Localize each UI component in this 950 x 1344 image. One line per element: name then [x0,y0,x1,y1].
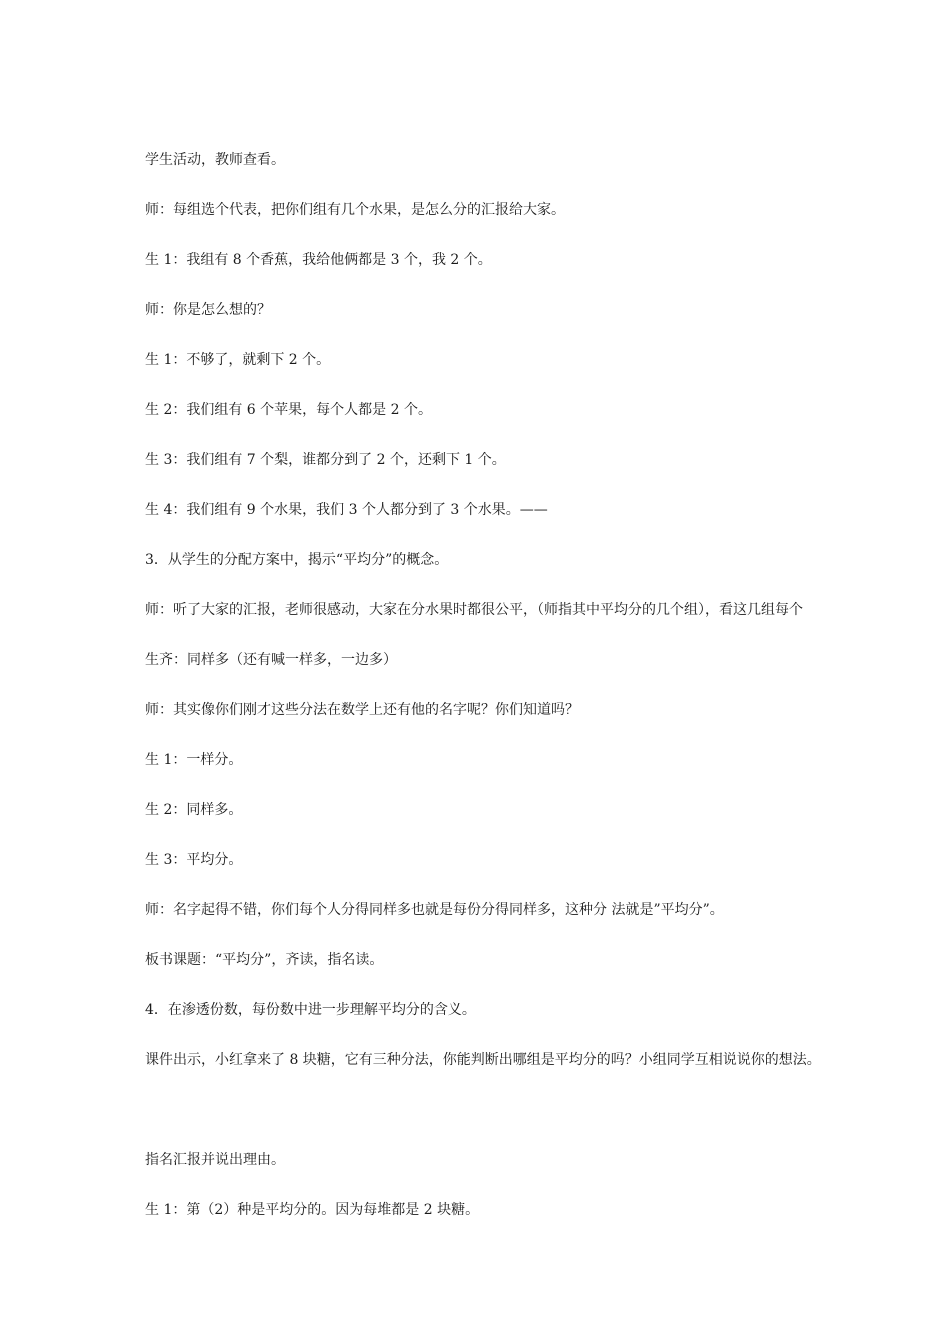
paragraph-student4-fruits: 生 4：我们组有 9 个水果，我们 3 个人都分到了 3 个水果。—— [145,502,548,518]
paragraph-teacher-question: 师：你是怎么想的？ [145,302,271,318]
paragraph-student2-answer: 生 2：同样多。 [145,802,243,818]
paragraph-blackboard-title: 板书课题：“平均分”，齐读，指名读。 [145,952,384,968]
heading-step-4: 4．在渗透份数，每份数中进一步理解平均分的含义。 [145,1002,476,1018]
paragraph-courseware-candy: 课件出示，小红拿来了 8 块糖，它有三种分法，你能判断出哪组是平均分的吗？小组同学互相说说你的想法。 [145,1052,821,1068]
heading-step-3: 3．从学生的分配方案中，揭示“平均分”的概念。 [145,552,449,568]
paragraph-teacher-report-request: 师：每组选个代表，把你们组有几个水果，是怎么分的汇报给大家。 [145,202,565,218]
paragraph-teacher-name-question: 师：其实像你们刚才这些分法在数学上还有他的名字呢？你们知道吗？ [145,702,579,718]
paragraph-student-activity: 学生活动，教师查看。 [145,152,285,168]
paragraph-teacher-definition: 师：名字起得不错，你们每个人分得同样多也就是每份分得同样多，这种分 法就是”平均分”。 [145,902,724,918]
paragraph-student1-answer: 生 1：一样分。 [145,752,243,768]
paragraph-student3-answer: 生 3：平均分。 [145,852,243,868]
paragraph-student1-second-method: 生 1：第（2）种是平均分的。因为每堆都是 2 块糖。 [145,1202,480,1218]
paragraph-report-reason: 指名汇报并说出理由。 [145,1152,285,1168]
paragraph-student1-remainder: 生 1：不够了，就剩下 2 个。 [145,352,331,368]
paragraph-students-chorus: 生齐：同样多（还有喊一样多，一边多） [145,652,397,668]
paragraph-student1-bananas: 生 1：我组有 8 个香蕉，我给他俩都是 3 个，我 2 个。 [145,252,492,268]
paragraph-student3-pears: 生 3：我们组有 7 个梨，谁都分到了 2 个，还剩下 1 个。 [145,452,506,468]
paragraph-student2-apples: 生 2：我们组有 6 个苹果，每个人都是 2 个。 [145,402,432,418]
paragraph-teacher-fairness: 师：听了大家的汇报，老师很感动，大家在分水果时都很公平，（师指其中平均分的几个组），看这几组每个 [145,602,803,618]
